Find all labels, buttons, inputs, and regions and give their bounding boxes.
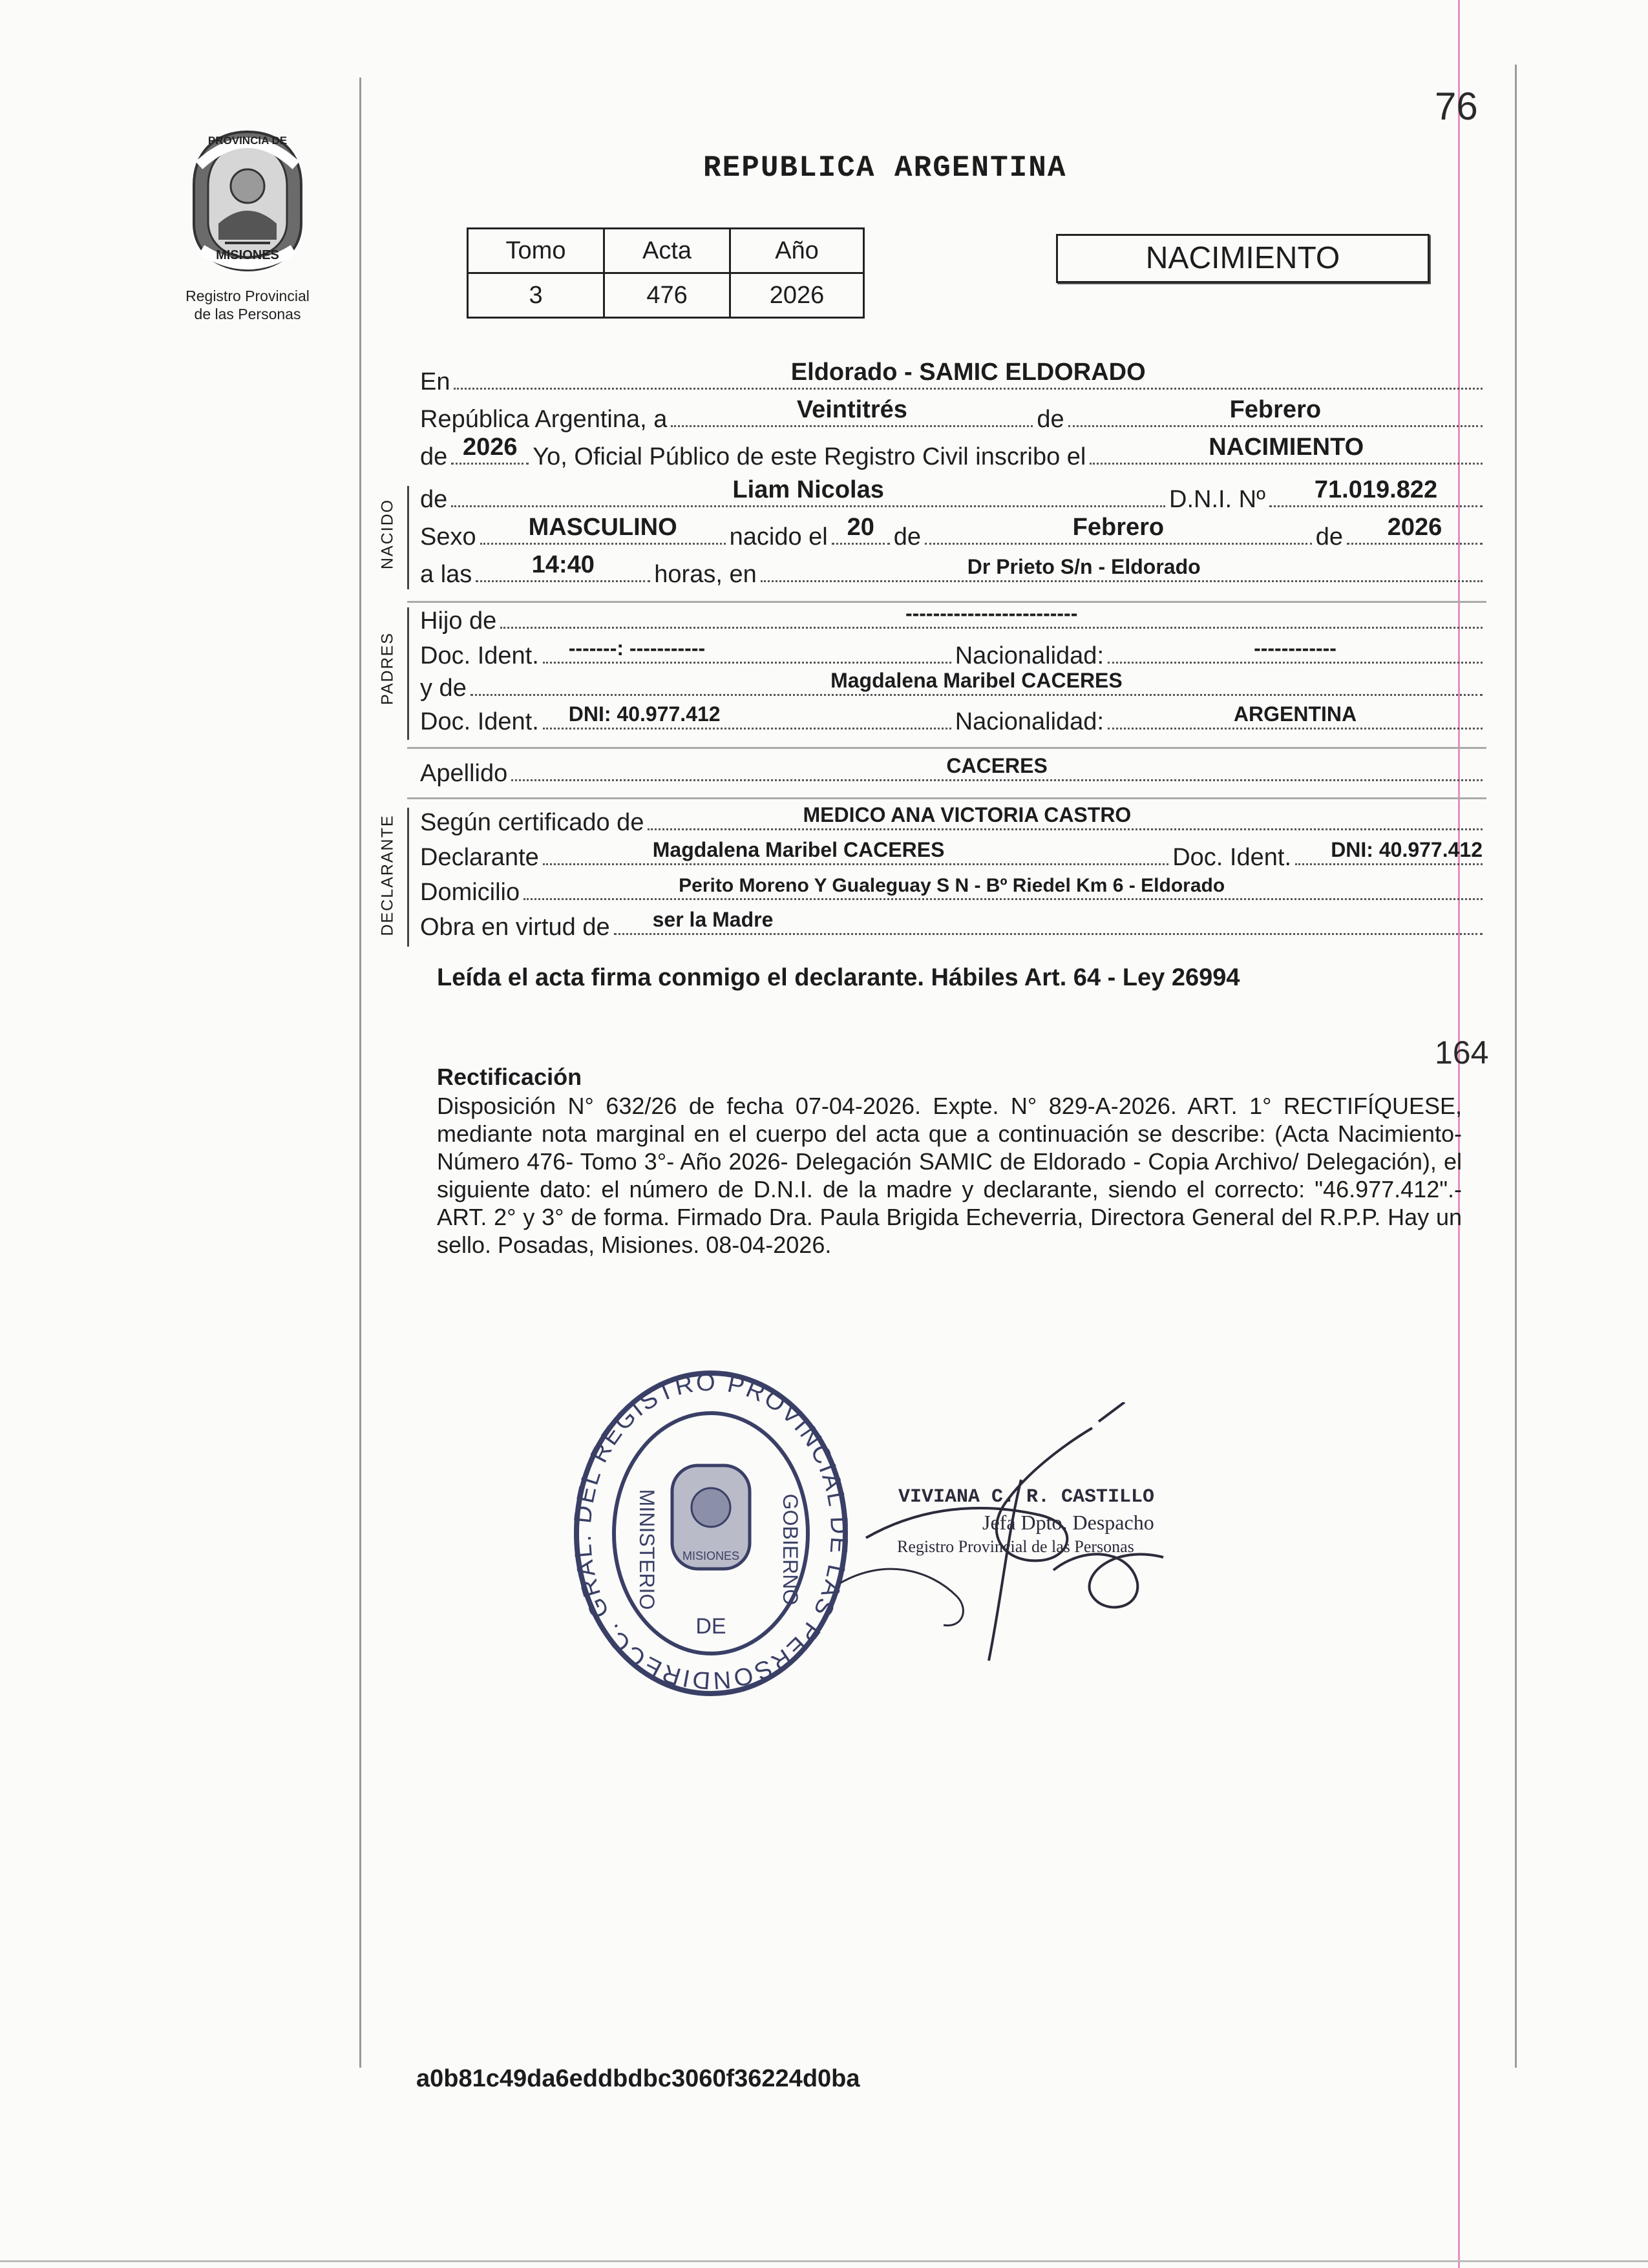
birth-place-fill: [761, 555, 1483, 582]
mother-fill: [470, 669, 1483, 696]
birth-time-value: 14:40: [531, 551, 595, 578]
official-text: Yo, Oficial Público de este Registro Civil inscribo el: [533, 443, 1086, 470]
record-type-box: NACIMIENTO: [1056, 234, 1430, 283]
mother-row: [420, 669, 1486, 702]
page-bottom-line: [0, 2260, 1648, 2262]
nacionalidad-label-2: Nacionalidad:: [955, 708, 1104, 735]
a-las-label: a las: [420, 561, 472, 588]
nacido-section-label: NACIDO: [378, 498, 397, 570]
declarante-doc-label: Doc. Ident.: [1172, 844, 1291, 871]
name-fill: [451, 476, 1165, 507]
domicilio-row: [420, 875, 1486, 907]
sex-fill: [480, 514, 726, 545]
section-separator-2: [407, 747, 1486, 749]
mother-doc-value: DNI: 40.977.412: [568, 702, 721, 726]
nacido-el-label: nacido el: [729, 523, 828, 551]
republica-label: República Argentina, a: [420, 406, 668, 433]
left-border-line: [359, 78, 361, 2068]
domicilio-fill: [523, 875, 1483, 900]
certificado-label: Según certificado de: [420, 809, 644, 836]
official-stamp-icon: [567, 1362, 854, 1705]
stamp-emblem-text: MISIONES: [682, 1549, 740, 1562]
sex-value: MASCULINO: [528, 514, 677, 541]
horas-en-label: horas, en: [654, 561, 757, 588]
year-value: 2026: [463, 434, 518, 461]
official-stamp: [567, 1362, 854, 1705]
nacido-name-row: [420, 476, 1486, 514]
mother-nat-fill: [1108, 702, 1483, 730]
declarante-doc-value: DNI: 40.977.412: [1331, 838, 1483, 861]
act-kind-value: NACIMIENTO: [1209, 434, 1364, 461]
emblem-bottom-label: MISIONES: [216, 248, 279, 262]
place-value: Eldorado - SAMIC ELDORADO: [790, 359, 1146, 386]
father-row: [420, 602, 1486, 635]
table-header-tomo: Tomo: [468, 229, 604, 273]
apellido-row: [420, 754, 1486, 788]
obra-value: ser la Madre: [652, 908, 774, 931]
apellido-fill: [511, 754, 1483, 781]
doc-ident-label-2: Doc. Ident.: [420, 708, 539, 735]
day-fill: [671, 396, 1033, 427]
section-separator-3: [407, 797, 1486, 799]
obra-label: Obra en virtud de: [420, 914, 610, 941]
date-row: [420, 396, 1486, 434]
rectification-title: Rectificación: [437, 1064, 582, 1090]
table-value-acta: 476: [604, 273, 730, 318]
signatory-position: Jefa Dpto. Despacho: [982, 1511, 1154, 1534]
declarante-label: Declarante: [420, 844, 539, 871]
de-label-3: de: [1315, 523, 1343, 551]
birth-year-value: 2026: [1387, 514, 1442, 541]
year-prefix-label: de: [420, 443, 448, 470]
registry-caption-line2: de las Personas: [194, 306, 301, 322]
declarante-fill: [543, 838, 1168, 865]
signatory-name: VIVIANA C. R. CASTILLO: [898, 1486, 1155, 1508]
year-fill: [451, 434, 529, 465]
father-nat-fill: [1108, 636, 1483, 664]
province-emblem: [180, 127, 315, 275]
signature-icon: [827, 1402, 1228, 1674]
page-number: 76: [1435, 85, 1478, 128]
time-fill: [476, 551, 650, 582]
act-kind-fill: [1090, 434, 1483, 465]
stamp-inner-left: MINISTERIO: [635, 1489, 659, 1610]
stamp-inner-bottom: DE: [695, 1614, 726, 1639]
table-value-anio: 2026: [730, 273, 864, 318]
en-label: En: [420, 368, 450, 395]
place-fill: [454, 359, 1483, 390]
mother-doc-row: [420, 702, 1486, 736]
time-place-row: [420, 551, 1486, 589]
mother-doc-fill: [543, 702, 951, 730]
birth-year-fill: [1347, 514, 1483, 545]
obra-fill: [614, 908, 1483, 935]
child-name-value: Liam Nicolas: [732, 476, 884, 503]
declarante-section-line: [407, 808, 409, 947]
signatory-office: Registro Provincial de las Personas: [897, 1537, 1134, 1556]
closing-statement: Leída el acta firma conmigo el declarante. Hábiles Art. 64 - Ley 26994: [437, 964, 1240, 991]
de-label-2: de: [893, 523, 922, 551]
doc-ident-label: Doc. Ident.: [420, 642, 539, 669]
registry-caption-line1: Registro Provincial: [185, 288, 310, 304]
declarante-doc-fill: [1295, 838, 1483, 865]
apellido-value: CACERES: [946, 754, 1048, 777]
father-doc-fill: [543, 636, 951, 664]
table-value-tomo: 3: [468, 273, 604, 318]
birth-month-value: Febrero: [1072, 514, 1165, 541]
nacido-de-label: de: [420, 486, 448, 513]
declarante-row: [420, 838, 1486, 872]
domicilio-label: Domicilio: [420, 879, 520, 906]
official-row: [420, 434, 1486, 471]
father-fill: [500, 602, 1483, 629]
birth-month-fill: [925, 514, 1312, 545]
father-nationality-value: ------------: [1254, 636, 1336, 660]
record-number-table: [467, 227, 865, 319]
day-words-value: Veintitrés: [796, 396, 907, 423]
birth-day-value: 20: [847, 514, 874, 541]
de-label: de: [1037, 406, 1064, 433]
birth-day-fill: [832, 514, 890, 545]
father-doc-value: -------: -----------: [568, 636, 706, 660]
mother-name-value: Magdalena Maribel CACERES: [830, 669, 1123, 692]
verification-hash: a0b81c49da6eddbdbc3060f36224d0ba: [416, 2065, 860, 2092]
apellido-label: Apellido: [420, 760, 508, 787]
month-value: Febrero: [1229, 396, 1322, 423]
certificado-fill: [648, 803, 1483, 830]
emblem-top-label: PROVINCIA DE: [207, 134, 288, 147]
hijo-de-label: Hijo de: [420, 607, 497, 635]
handwritten-signature: [827, 1402, 1228, 1674]
registry-caption: [155, 287, 340, 323]
mother-nationality-value: ARGENTINA: [1233, 702, 1357, 726]
obra-row: [420, 908, 1486, 941]
dni-label: D.N.I. Nº: [1169, 486, 1265, 513]
stamp-outer-text: DIRECC. GRAL. DEL REGISTRO PROVINCIAL DE LAS PERSON: [569, 1369, 853, 1694]
stamp-inner-right: GOBIERNO: [779, 1493, 802, 1606]
y-de-label: y de: [420, 675, 467, 702]
month-fill: [1068, 396, 1483, 427]
dni-fill: [1269, 476, 1483, 507]
declarante-section-label: DECLARANTE: [378, 814, 397, 936]
father-name-value: -------------------------: [905, 602, 1078, 625]
declarante-name-value: Magdalena Maribel CACERES: [652, 838, 945, 861]
padres-section-line: [407, 607, 409, 740]
child-dni-value: 71.019.822: [1314, 476, 1438, 503]
table-header-acta: Acta: [604, 229, 730, 273]
birth-place-value: Dr Prieto S/n - Eldorado: [967, 555, 1201, 578]
address-value: Perito Moreno Y Gualeguay S N - Bº Riedel Km 6 - Eldorado: [679, 875, 1225, 896]
padres-section-label: PADRES: [378, 632, 397, 705]
certificado-row: [420, 803, 1486, 837]
sex-date-row: [420, 514, 1486, 551]
right-border-line: [1515, 65, 1517, 2068]
nacionalidad-label: Nacionalidad:: [955, 642, 1104, 669]
sexo-label: Sexo: [420, 523, 476, 551]
place-row: [420, 359, 1486, 396]
father-doc-row: [420, 636, 1486, 670]
table-header-anio: Año: [730, 229, 864, 273]
rectification-number: 164: [1435, 1034, 1489, 1071]
certificado-value: MEDICO ANA VICTORIA CASTRO: [803, 803, 1132, 826]
page-title: REPUBLICA ARGENTINA: [703, 151, 1067, 185]
nacido-section-line: [407, 486, 409, 589]
rectification-text: Disposición N° 632/26 de fecha 07-04-2026. Expte. N° 829-A-2026. ART. 1° RECTIFÍQUESE, mediante nota marginal en el cuerpo del acta que a continuación se describe: (Acta Nacimiento- Número 476- Tomo 3°- Año 2026- Delegación SAMIC de Eldorado - Copia Archivo/ Delegación), el siguiente dato: el número de D.N.I. de la madre y declarante, siendo el correcto: "46.977.412".- ART. 2° y 3° de forma. Firmado Dra. Paula Brigida Echeverria, Directora General del R.P.P. Hay un sello. Posadas, Misiones. 08-04-2026.: [437, 1093, 1462, 1258]
